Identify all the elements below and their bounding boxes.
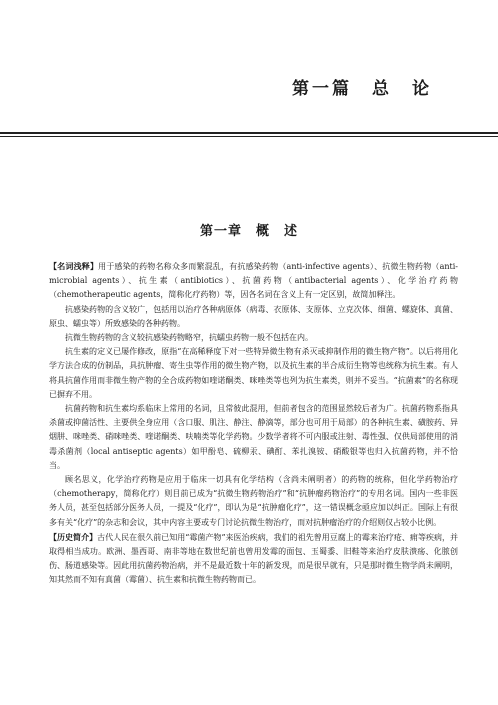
paragraph: 抗菌药物和抗生素均系临床上常用的名词，且常彼此混用，但前者包含的范围显然较后者为广。抗菌药物系指具杀菌或抑菌活性、主要供全身应用（含口服、肌注、静注、静滴等，部分也可用于局部）的各种抗生素、磺胺药、异烟肼、咪唑类、硝咪唑类、喹诺酮类、呋喃类等化学药物。少数学者将不可内服或注射、毒性强、仅供局部使用的消毒杀菌剂（local antiseptic agents）如甲酚皂、硫柳汞、碘酊、苯扎溴铵、硝酸银等也归入抗菌药物，并不恰当。 — [49, 404, 458, 470]
part-title: 第一篇 总 论 — [292, 79, 432, 99]
chapter-title: 第一章 概 述 — [199, 224, 298, 239]
body-text — [49, 259, 458, 588]
paragraph: 抗生素的定义已屡作修改，原指“在高稀释度下对一些特异微生物有杀灭或抑制作用的微生物产物”。以后将用化学方法合成的仿制品，具抗肿瘤、寄生虫等作用的微生物产物，以及抗生素的半合成衍生物等也统称为抗生素。有人将具抗菌作用而非微生物产物的全合成药物如喹诺酮类、咪唑类等也列为抗生素类，则并不妥当。“抗菌素”的名称现已摒弃不用。 — [49, 347, 458, 399]
section-label: 【名词浅释】 — [49, 261, 99, 271]
paragraph-text: 古代人民在很久前已知用“霉菌产物”来医治疾病，我们的祖先曾用豆腐上的霉来治疗疮、痈等疾病，并取得相当成功。欧洲、墨西哥、南非等地在数世纪前也曾用发霉的面包、玉蜀黍、旧鞋等来治疗皮肤溃疡、化脓创伤、肠道感染等。因此用抗菌药物治病，并不是最近数十年的新发现，而是很早就有，只是那时微生物学尚未阐明，知其然而不知有真菌（霉菌）、抗生素和抗微生物药物而已。 — [49, 532, 459, 585]
paragraph: 顾名思义，化学治疗药物是应用于临床一切具有化学结构（含尚未阐明者）的药物的统称，但化学药物治疗（chemotherapy，简称化疗）则目前已成为“抗微生物药物治疗”和“抗肿瘤药物治疗”的专用名词。国内一些非医务人员，甚至包括部分医务人员，一提及“化疗”，即认为是“抗肿瘤化疗”，这一错误概念亟应加以纠正。国际上有很多有关“化疗”的杂志和会议，其中内容主要或专门讨论抗微生物治疗，而对抗肿瘤治疗的介绍则仅占较小比例。 — [49, 475, 458, 527]
paragraph-history — [49, 530, 458, 588]
paragraph: 抗微生物药物的含义较抗感染药物略窄，抗蠕虫药物一般不包括在内。 — [65, 333, 313, 343]
title-rule-thin — [0, 136, 498, 137]
section-label: 【历史简介】 — [49, 531, 98, 542]
paragraph-text: 用于感染的药物名称众多而繁混乱，有抗感染药物（anti-infective agents）、抗微生物药物（anti-microbial agents）、抗生素（antibiotics）、抗菌药物（antibacterial agents）、化学治疗药物（chemotherapeutic agents，简称化疗药物）等，因各名词在含义上有一定区别，故简加释注。 — [49, 262, 458, 300]
title-rule-thick — [0, 132, 498, 134]
paragraph-terms — [49, 259, 458, 303]
paragraph: 抗感染药物的含义较广，包括用以治疗各种病原体（病毒、衣原体、支原体、立克次体、细菌、螺旋体、真菌、原虫、蠕虫等）所致感染的各种药物。 — [49, 304, 458, 328]
